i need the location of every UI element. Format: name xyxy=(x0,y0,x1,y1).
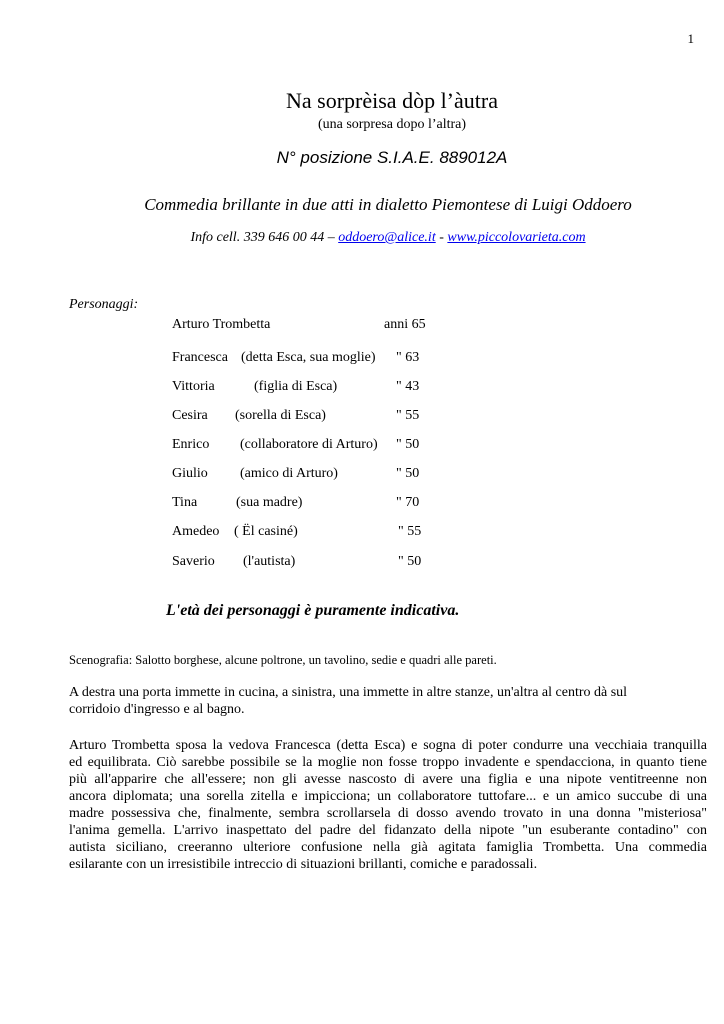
character-row xyxy=(172,350,472,368)
text-line: autista siciliano, creeranno ulteriore confusione nella già agitata famiglia Trombetta. Una commedia xyxy=(69,840,707,855)
play-title: Na sorprèisa dòp l’àutra xyxy=(286,88,498,113)
plot-summary xyxy=(69,737,707,873)
age-note: L'età dei personaggi è puramente indicativa. xyxy=(166,602,460,619)
character-role: (detta Esca, sua moglie) xyxy=(241,350,376,365)
character-row xyxy=(172,466,472,484)
text-line: ed equilibrata. Ciò sarebbe possibile se la moglie non fosse troppo invadente e spendacciona, in quanto tiene xyxy=(69,755,707,770)
character-name: Giulio xyxy=(172,466,208,481)
character-age: " 55 xyxy=(398,524,422,539)
text-line: l'anima gemella. L'arrivo inaspettato del padre del fidanzato della nipote "un esuberante contadino" con xyxy=(69,823,707,838)
character-row xyxy=(172,495,472,513)
character-name: Amedeo xyxy=(172,524,220,539)
character-age: " 50 xyxy=(396,466,420,481)
character-age: anni 65 xyxy=(384,317,426,332)
character-role: (l'autista) xyxy=(243,554,296,569)
website-link[interactable]: www.piccolovarieta.com xyxy=(447,230,586,245)
character-role: ( Ël casiné) xyxy=(234,524,298,539)
contact-separator: - xyxy=(435,230,448,245)
characters-label: Personaggi: xyxy=(69,297,139,312)
page-number: 1 xyxy=(687,31,694,46)
character-name: Saverio xyxy=(172,554,215,569)
character-row xyxy=(172,437,472,455)
character-age: " 70 xyxy=(396,495,420,510)
email-link[interactable]: oddoero@alice.it xyxy=(338,230,436,245)
character-name: Francesca xyxy=(172,350,228,365)
character-role: (collaboratore di Arturo) xyxy=(240,437,378,452)
character-row xyxy=(172,524,472,542)
text-line: madre possessiva che, finalmente, sembra scrollarsela di dosso avendo trovato in una donna "misteriosa" xyxy=(69,806,707,821)
play-description: Commedia brillante in due atti in dialetto Piemontese di Luigi Oddoero xyxy=(144,195,632,214)
siae-position: N° posizione S.I.A.E. 889012A xyxy=(276,148,508,167)
character-name: Cesira xyxy=(172,408,208,423)
contact-info xyxy=(0,230,724,246)
character-row xyxy=(172,408,472,426)
character-role: (amico di Arturo) xyxy=(240,466,338,481)
character-role: (sorella di Esca) xyxy=(235,408,326,423)
character-role: (figlia di Esca) xyxy=(254,379,338,394)
text-line: A destra una porta immette in cucina, a sinistra, una immette in altre stanze, un'altra al centro dà sul xyxy=(69,685,628,700)
play-subtitle: (una sorpresa dopo l’altra) xyxy=(317,117,467,132)
character-age: " 55 xyxy=(396,408,420,423)
character-name: Tina xyxy=(172,495,198,510)
character-name: Vittoria xyxy=(172,379,215,394)
text-line: esilarante con un irresistibile intreccio di situazioni brillanti, comiche e paradossali. xyxy=(69,857,538,872)
contact-phone: Info cell. 339 646 00 44 – xyxy=(190,230,339,245)
character-age: " 50 xyxy=(396,437,420,452)
text-line: più all'apparire che all'essere; non gli avesse nascosto di avere una figlia e una nipote ventitreenne non xyxy=(69,772,707,787)
character-role: (sua madre) xyxy=(236,495,303,510)
character-row xyxy=(172,379,472,397)
scenography: Scenografia: Salotto borghese, alcune poltrone, un tavolino, sedie e quadri alle pareti. xyxy=(69,653,497,667)
stage-description xyxy=(69,684,707,718)
character-name: Enrico xyxy=(172,437,210,452)
character-row xyxy=(172,317,472,335)
text-line: corridoio d'ingresso e al bagno. xyxy=(69,702,245,717)
text-line: ancora diplomata; una sorella zitella e impicciona; un collaboratore tuttofare... e un amico succube di una xyxy=(69,789,707,804)
character-row xyxy=(172,554,472,572)
character-age: " 43 xyxy=(396,379,420,394)
character-age: " 63 xyxy=(396,350,420,365)
text-line: Arturo Trombetta sposa la vedova Francesca (detta Esca) e sogna di poter condurre una vecchiaia tranquilla xyxy=(69,738,707,753)
character-age: " 50 xyxy=(398,554,422,569)
character-name: Arturo Trombetta xyxy=(172,317,271,332)
